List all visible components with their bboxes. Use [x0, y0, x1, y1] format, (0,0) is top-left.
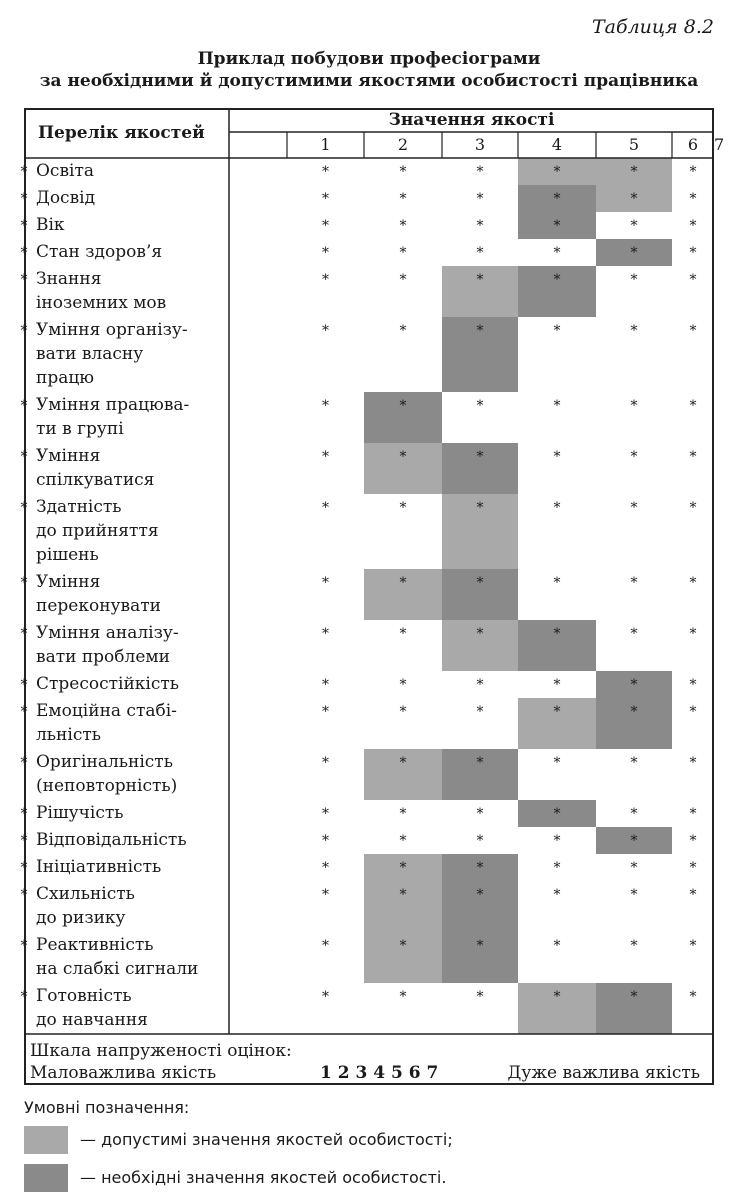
- value-marker: *: [630, 164, 638, 180]
- value-marker: *: [553, 245, 561, 261]
- value-marker: *: [20, 323, 28, 339]
- column-header-3: 3: [474, 135, 486, 154]
- value-marker: *: [630, 860, 638, 876]
- value-marker: *: [689, 500, 697, 516]
- legend-allowed-row: [24, 1126, 724, 1158]
- value-marker: *: [630, 806, 638, 822]
- quality-label: Стан здоров’я: [36, 242, 163, 262]
- quality-label: Рішучість: [36, 803, 124, 823]
- value-marker: *: [399, 755, 407, 771]
- scale-high-label: Дуже важлива якість: [507, 1063, 700, 1083]
- value-marker: *: [689, 833, 697, 849]
- value-marker: *: [399, 887, 407, 903]
- value-marker: *: [476, 575, 484, 591]
- column-header-5: 5: [628, 135, 640, 154]
- value-marker: *: [689, 677, 697, 693]
- value-marker: *: [476, 887, 484, 903]
- value-marker: *: [476, 500, 484, 516]
- quality-label: Реактивність на слабкі сигнали: [36, 935, 199, 979]
- value-marker: *: [553, 191, 561, 207]
- value-marker: *: [322, 677, 329, 693]
- value-marker: *: [399, 677, 407, 693]
- value-marker: *: [399, 500, 407, 516]
- value-marker: *: [322, 449, 329, 465]
- value-marker: *: [476, 218, 484, 234]
- value-marker: *: [20, 677, 28, 693]
- value-marker: *: [630, 191, 638, 207]
- quality-label: Оригінальність (неповторність): [36, 752, 178, 796]
- value-marker: *: [553, 938, 561, 954]
- value-marker: *: [689, 191, 697, 207]
- scale-numbers: 1 2 3 4 5 6 7: [320, 1063, 439, 1083]
- value-marker: *: [399, 575, 407, 591]
- value-marker: *: [322, 938, 329, 954]
- value-marker: *: [20, 887, 28, 903]
- column-header-7: 7: [714, 135, 725, 154]
- value-marker: *: [20, 218, 28, 234]
- quality-label: Готовність до навчання: [36, 986, 148, 1030]
- value-marker: *: [553, 575, 561, 591]
- legend-title: Умовні позначення:: [24, 1098, 190, 1117]
- value-marker: *: [20, 449, 28, 465]
- value-marker: *: [399, 938, 407, 954]
- value-marker: *: [20, 575, 28, 591]
- value-marker: *: [689, 218, 697, 234]
- value-marker: *: [476, 164, 484, 180]
- value-marker: *: [20, 191, 28, 207]
- quality-label: Уміння переконувати: [36, 572, 161, 616]
- value-marker: *: [20, 500, 28, 516]
- quality-label: Відповідальність: [36, 830, 187, 850]
- value-marker: *: [322, 191, 329, 207]
- value-marker: *: [553, 323, 561, 339]
- value-marker: *: [322, 833, 329, 849]
- value-marker: *: [399, 272, 407, 288]
- value-marker: *: [689, 626, 697, 642]
- value-marker: *: [476, 704, 484, 720]
- value-marker: *: [476, 677, 484, 693]
- value-marker: *: [322, 626, 329, 642]
- value-marker: *: [20, 806, 28, 822]
- quality-label: Стресостійкість: [36, 674, 180, 694]
- value-marker: *: [630, 938, 638, 954]
- value-marker: *: [399, 860, 407, 876]
- value-marker: *: [476, 755, 484, 771]
- value-marker: *: [20, 860, 28, 876]
- value-marker: *: [630, 833, 638, 849]
- value-marker: *: [553, 806, 561, 822]
- value-marker: *: [689, 272, 697, 288]
- value-marker: *: [399, 164, 407, 180]
- value-marker: *: [553, 500, 561, 516]
- value-marker: *: [399, 191, 407, 207]
- value-marker: *: [553, 989, 561, 1005]
- table-title: [0, 48, 738, 92]
- value-marker: *: [689, 164, 697, 180]
- value-marker: *: [399, 398, 407, 414]
- value-marker: *: [20, 938, 28, 954]
- value-marker: *: [20, 164, 28, 180]
- value-marker: *: [322, 398, 329, 414]
- value-marker: *: [630, 704, 638, 720]
- value-marker: *: [553, 677, 561, 693]
- value-marker: *: [476, 806, 484, 822]
- value-marker: *: [399, 218, 407, 234]
- legend-allowed-swatch: [24, 1126, 68, 1154]
- quality-label: Емоційна стабі- льність: [36, 701, 177, 745]
- value-marker: *: [630, 677, 638, 693]
- value-marker: *: [630, 575, 638, 591]
- professiogram-table: [20, 108, 725, 1085]
- value-marker: *: [322, 218, 329, 234]
- value-marker: *: [322, 989, 329, 1005]
- value-marker: *: [399, 989, 407, 1005]
- value-marker: *: [689, 989, 697, 1005]
- column-header-6: 6: [687, 135, 699, 154]
- quality-label: Схильність до ризику: [36, 884, 135, 928]
- value-marker: *: [630, 755, 638, 771]
- value-marker: *: [322, 575, 329, 591]
- value-marker: *: [689, 398, 697, 414]
- value-marker: *: [630, 245, 638, 261]
- scale-title: Шкала напруженості оцінок:: [30, 1041, 292, 1061]
- value-marker: *: [553, 218, 561, 234]
- quality-label: Знання іноземних мов: [36, 269, 167, 313]
- value-marker: *: [689, 806, 697, 822]
- value-marker: *: [476, 860, 484, 876]
- value-marker: *: [399, 449, 407, 465]
- value-marker: *: [322, 500, 329, 516]
- quality-label: Уміння аналізу- вати проблеми: [36, 623, 179, 667]
- legend-required-label: — необхідні значення якостей особистості.: [80, 1168, 447, 1187]
- value-marker: *: [630, 323, 638, 339]
- value-marker: *: [630, 398, 638, 414]
- quality-label: Досвід: [36, 188, 96, 208]
- value-marker: *: [322, 704, 329, 720]
- value-marker: *: [689, 449, 697, 465]
- value-marker: *: [553, 449, 561, 465]
- value-marker: *: [689, 575, 697, 591]
- value-marker: *: [630, 449, 638, 465]
- value-marker: *: [399, 833, 407, 849]
- value-marker: *: [20, 704, 28, 720]
- value-marker: *: [399, 806, 407, 822]
- value-marker: *: [322, 860, 329, 876]
- value-marker: *: [20, 626, 28, 642]
- value-marker: *: [553, 272, 561, 288]
- value-marker: *: [553, 755, 561, 771]
- column-header-2: 2: [397, 135, 409, 154]
- quality-label: Вік: [36, 215, 65, 235]
- value-marker: *: [553, 626, 561, 642]
- value-marker: *: [476, 989, 484, 1005]
- legend-required-swatch: [24, 1164, 68, 1192]
- scale-low-label: Маловажлива якість: [30, 1063, 217, 1083]
- column-header-1: 1: [320, 135, 331, 154]
- value-marker: *: [476, 191, 484, 207]
- value-marker: *: [476, 323, 484, 339]
- value-marker: *: [476, 626, 484, 642]
- value-marker: *: [20, 989, 28, 1005]
- value-marker: *: [553, 860, 561, 876]
- value-marker: *: [630, 626, 638, 642]
- value-marker: *: [689, 860, 697, 876]
- value-marker: *: [630, 272, 638, 288]
- value-marker: *: [476, 938, 484, 954]
- value-marker: *: [689, 245, 697, 261]
- value-marker: *: [399, 704, 407, 720]
- title-line-2: за необхідними й допустимими якостями особистості працівника: [39, 71, 699, 91]
- value-marker: *: [630, 989, 638, 1005]
- value-marker: *: [399, 323, 407, 339]
- value-marker: *: [630, 218, 638, 234]
- value-marker: *: [322, 164, 329, 180]
- value-marker: *: [553, 833, 561, 849]
- value-marker: *: [322, 245, 329, 261]
- quality-label: Здатність до прийняття рішень: [36, 497, 159, 565]
- value-marker: *: [630, 500, 638, 516]
- value-marker: *: [553, 164, 561, 180]
- value-marker: *: [20, 272, 28, 288]
- value-marker: *: [322, 272, 329, 288]
- value-marker: *: [399, 626, 407, 642]
- value-marker: *: [689, 938, 697, 954]
- quality-label: Уміння працюва- ти в групі: [36, 395, 190, 439]
- table-number: Таблиця 8.2: [591, 16, 714, 38]
- value-marker: *: [689, 755, 697, 771]
- value-marker: *: [553, 887, 561, 903]
- value-marker: *: [20, 833, 28, 849]
- value-marker: *: [399, 245, 407, 261]
- value-marker: *: [476, 398, 484, 414]
- value-marker: *: [689, 887, 697, 903]
- value-marker: *: [322, 887, 329, 903]
- legend-allowed-label: — допустимі значення якостей особистості;: [80, 1130, 453, 1149]
- value-marker: *: [476, 449, 484, 465]
- value-marker: *: [689, 323, 697, 339]
- value-marker: *: [322, 323, 329, 339]
- value-marker: *: [553, 704, 561, 720]
- values-header: Значення якості: [388, 110, 555, 130]
- value-marker: *: [553, 398, 561, 414]
- value-marker: *: [476, 272, 484, 288]
- value-marker: *: [20, 245, 28, 261]
- value-marker: *: [630, 887, 638, 903]
- column-header-4: 4: [551, 135, 563, 154]
- value-marker: *: [322, 806, 329, 822]
- quality-label: Освіта: [36, 161, 95, 181]
- value-marker: *: [476, 833, 484, 849]
- scale-section: [30, 1040, 714, 1084]
- legend-required-row: [24, 1164, 724, 1196]
- quality-label: Уміння спілкуватися: [36, 446, 155, 490]
- value-marker: *: [476, 245, 484, 261]
- quality-label: Уміння організу- вати власну працю: [36, 320, 188, 388]
- value-marker: *: [689, 704, 697, 720]
- title-line-1: Приклад побудови професіограми: [197, 49, 541, 69]
- quality-label: Ініціативність: [36, 857, 162, 877]
- value-marker: *: [20, 755, 28, 771]
- value-marker: *: [322, 755, 329, 771]
- value-marker: *: [20, 398, 28, 414]
- list-header: Перелік якостей: [38, 123, 205, 143]
